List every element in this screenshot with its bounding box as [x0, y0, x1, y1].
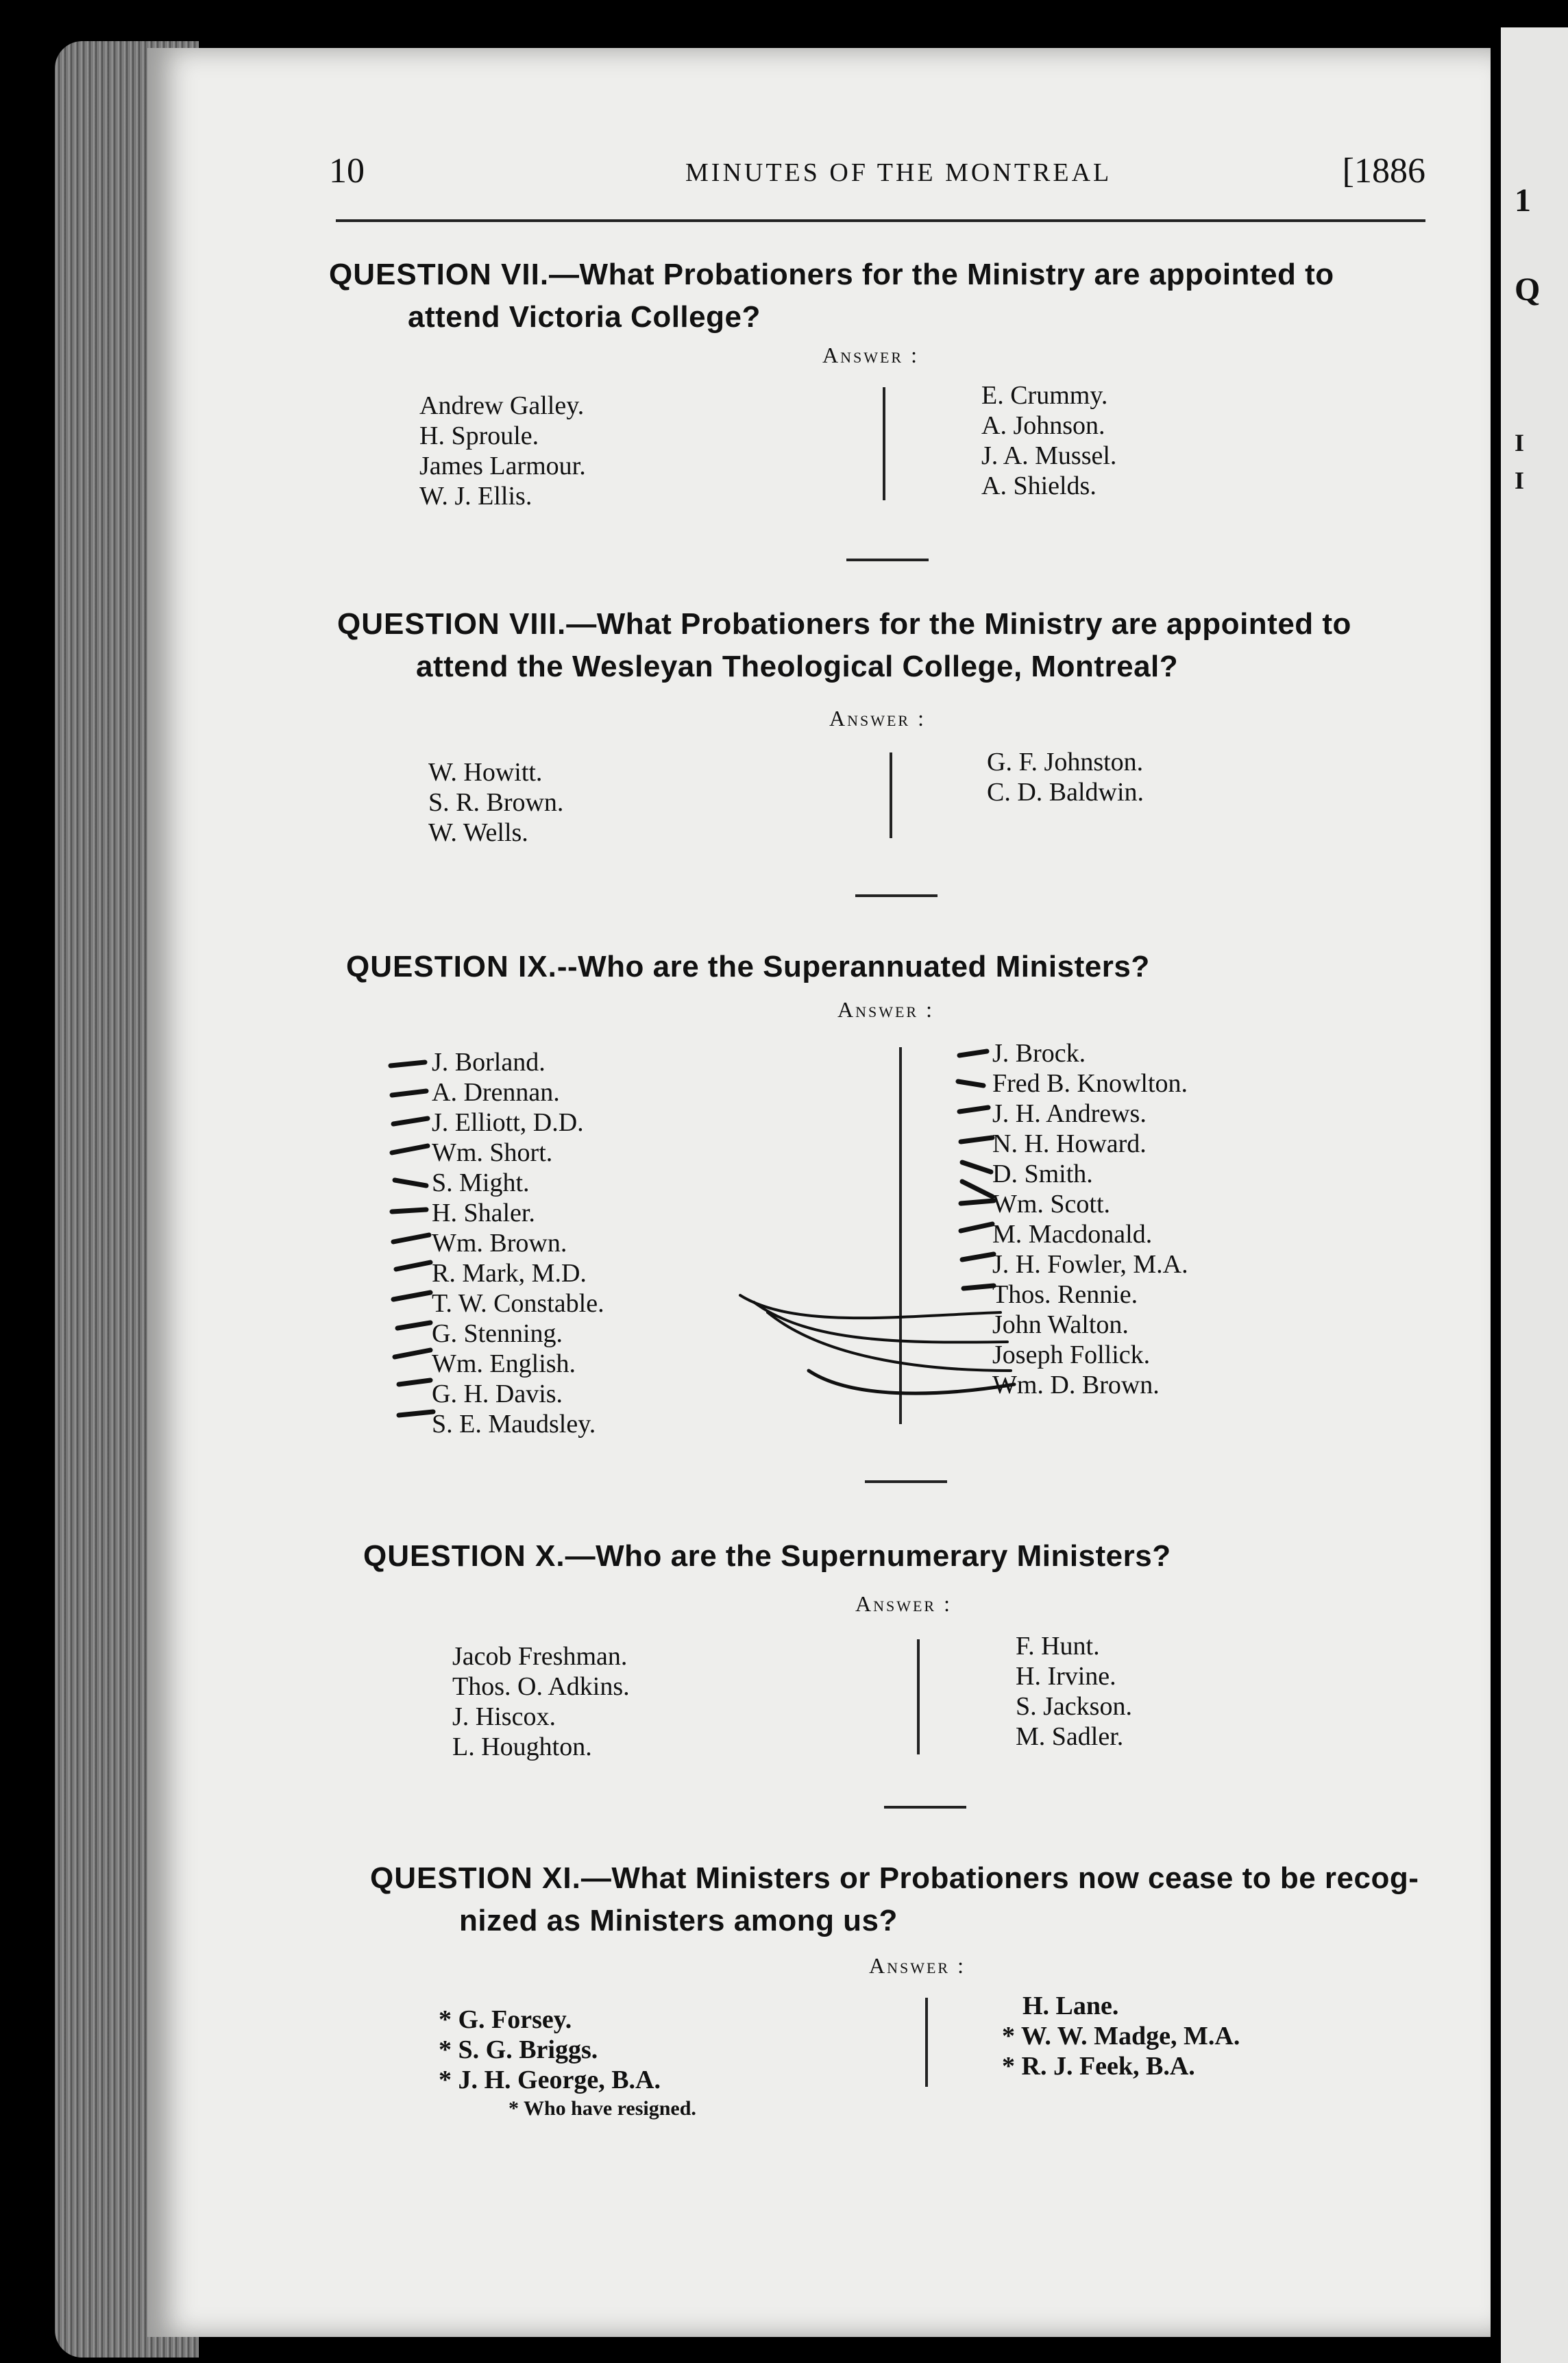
column-divider [917, 1639, 920, 1754]
list-item: H. Lane. [1022, 1992, 1119, 2020]
list-item: G. F. Johnston. [987, 748, 1144, 776]
list-item: M. Macdonald. [992, 1220, 1153, 1249]
question-text-continued: attend Victoria College? [408, 300, 761, 334]
facing-page-fragment: 1 [1515, 182, 1531, 219]
answer-left-column [419, 391, 586, 511]
list-item: C. D. Baldwin. [987, 778, 1144, 807]
list-item: N. H. Howard. [992, 1129, 1147, 1158]
question-text-continued: attend the Wesleyan Theological College, Montreal? [416, 650, 1179, 683]
question-label: QUESTION X. [363, 1539, 565, 1573]
question-label: QUESTION IX. [346, 950, 557, 983]
list-item: S. E. Maudsley. [432, 1410, 596, 1438]
list-item: A. Drennan. [432, 1078, 560, 1107]
column-divider [925, 1998, 928, 2087]
list-item: * W. W. Madge, M.A. [1002, 2022, 1240, 2050]
facing-page-fragment: I [1515, 429, 1525, 456]
answer-right-column [987, 747, 1144, 807]
list-item: * J. H. George, B.A. [439, 2066, 661, 2094]
answer-right-column [1016, 1631, 1132, 1752]
list-item: Wm. D. Brown. [992, 1371, 1160, 1399]
list-item: W. Howitt. [428, 758, 543, 787]
answer-label: Answer : [822, 343, 919, 367]
column-divider [890, 752, 892, 838]
question-label: QUESTION VIII. [337, 607, 567, 641]
facing-page-fragment: I [1515, 467, 1525, 494]
section-separator [855, 894, 938, 897]
question-9 [346, 946, 1456, 988]
list-item: H. Shaler. [432, 1199, 535, 1227]
list-item: Joseph Follick. [992, 1340, 1151, 1369]
answer-left-column [428, 757, 563, 848]
answer-right-column [1002, 1991, 1240, 2081]
list-item: R. Mark, M.D. [432, 1259, 587, 1288]
list-item: Andrew Galley. [419, 391, 585, 420]
list-item: Wm. Brown. [432, 1229, 567, 1258]
list-item: A. Johnson. [981, 411, 1105, 440]
list-item: S. Might. [432, 1168, 530, 1197]
handwritten-marks [384, 1042, 1069, 1439]
question-11 [370, 1857, 1480, 1942]
running-title: MINUTES OF THE MONTREAL [685, 158, 1112, 187]
list-item: T. W. Constable. [432, 1289, 604, 1318]
list-item: J. Hiscox. [452, 1702, 556, 1731]
question-text: —What Ministers or Probationers now cease to be recog- [580, 1861, 1419, 1895]
answer-label: Answer : [837, 997, 934, 1022]
page-number: 10 [329, 151, 365, 191]
question-label: QUESTION VII. [329, 258, 550, 291]
list-item: G. Stenning. [432, 1319, 563, 1348]
answer-label: Answer : [855, 1591, 952, 1616]
question-text-continued: nized as Ministers among us? [459, 1904, 898, 1937]
facing-page-edge [1501, 27, 1568, 2363]
page-header [185, 151, 1425, 206]
question-7 [329, 254, 1439, 339]
question-8 [337, 603, 1447, 688]
answer-right-column [981, 380, 1116, 501]
question-text: —What Probationers for the Ministry are appointed to [549, 258, 1334, 291]
section-separator [846, 559, 929, 561]
list-item: Thos. Rennie. [992, 1280, 1138, 1309]
list-item: Wm. Scott. [992, 1190, 1111, 1219]
list-item: * R. J. Feek, B.A. [1002, 2052, 1195, 2081]
list-item: L. Houghton. [452, 1733, 592, 1761]
list-item: F. Hunt. [1016, 1632, 1100, 1661]
list-item: * G. Forsey. [439, 2005, 572, 2034]
list-item: Fred B. Knowlton. [992, 1069, 1188, 1098]
list-item: S. R. Brown. [428, 788, 564, 817]
answer-left-column [439, 2005, 661, 2095]
question-text: --Who are the Superannuated Ministers? [556, 950, 1150, 983]
section-separator [884, 1806, 966, 1809]
question-label: QUESTION XI. [370, 1861, 581, 1895]
header-rule [336, 219, 1425, 222]
list-item: S. Jackson. [1016, 1692, 1132, 1721]
list-item: E. Crummy. [981, 381, 1108, 410]
list-item: Wm. English. [432, 1349, 576, 1378]
list-item: Thos. O. Adkins. [452, 1672, 630, 1701]
facing-page-fragment: Q [1515, 271, 1541, 308]
list-item: J. A. Mussel. [981, 441, 1117, 470]
list-item: A. Shields. [981, 472, 1097, 500]
list-item: J. Brock. [992, 1039, 1086, 1068]
page-year: [1886 [1342, 151, 1425, 191]
list-item: Jacob Freshman. [452, 1642, 628, 1671]
list-item: J. Borland. [432, 1048, 546, 1077]
answer-left-column [452, 1641, 630, 1762]
list-item: J. H. Andrews. [992, 1099, 1147, 1128]
question-text: —What Probationers for the Ministry are appointed to [566, 607, 1351, 641]
list-item: H. Sproule. [419, 421, 539, 450]
list-item: Wm. Short. [432, 1138, 553, 1167]
question-text: —Who are the Supernumerary Ministers? [565, 1539, 1171, 1573]
list-item: M. Sadler. [1016, 1722, 1124, 1751]
answer-label: Answer : [829, 706, 926, 731]
section-separator [865, 1480, 947, 1483]
answer-label: Answer : [869, 1953, 966, 1978]
list-item: J. Elliott, D.D. [432, 1108, 584, 1137]
footnote: * Who have resigned. [509, 2097, 696, 2120]
list-item: G. H. Davis. [432, 1380, 563, 1408]
list-item: James Larmour. [419, 452, 586, 480]
list-item: W. J. Ellis. [419, 482, 532, 511]
list-item: D. Smith. [992, 1160, 1093, 1188]
list-item: J. H. Fowler, M.A. [992, 1250, 1188, 1279]
list-item: H. Irvine. [1016, 1662, 1116, 1691]
column-divider [883, 387, 885, 500]
list-item: John Walton. [992, 1310, 1129, 1339]
list-item: * S. G. Briggs. [439, 2035, 598, 2064]
list-item: W. Wells. [428, 818, 528, 847]
question-10 [363, 1535, 1473, 1578]
